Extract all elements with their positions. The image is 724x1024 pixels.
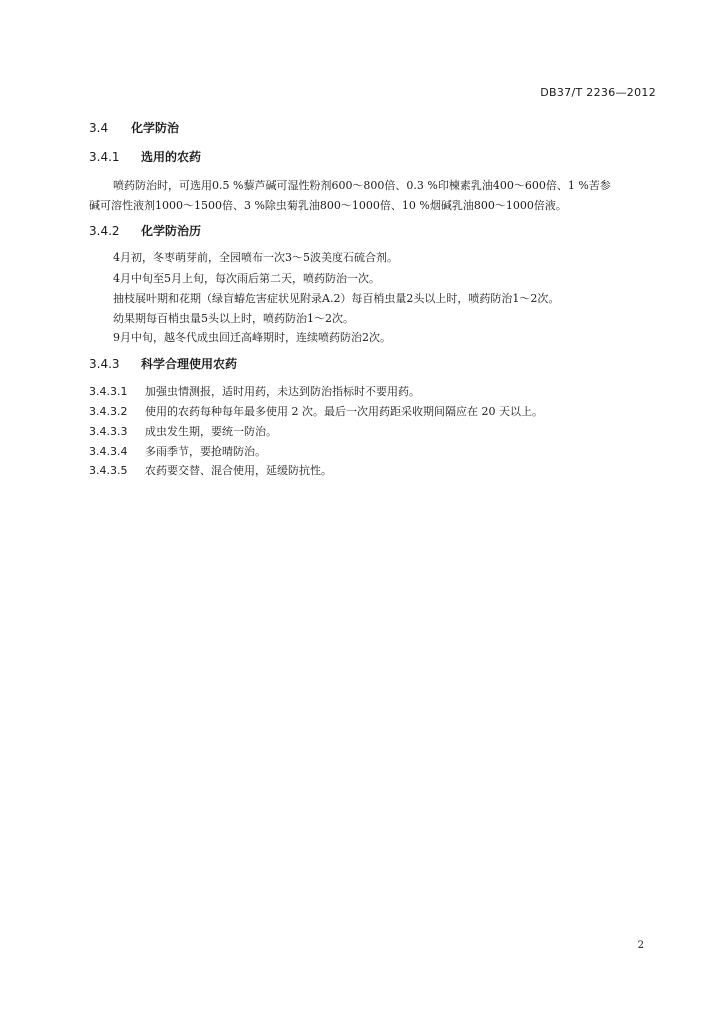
section-title: 科学合理使用农药 <box>141 357 238 371</box>
clause-number: 3.4.3.4 <box>89 445 128 458</box>
section-number: 3.4 <box>89 121 109 135</box>
section-number: 3.4.2 <box>89 224 120 238</box>
section-3-4-heading <box>89 119 724 136</box>
clause-text: 农药要交替、混合使用，延缓防抗性。 <box>145 464 332 477</box>
section-number: 3.4.3 <box>89 357 120 371</box>
clause-number: 3.4.3.5 <box>89 464 128 477</box>
clause-item <box>89 462 724 478</box>
clause-text: 使用的农药每种每年最多使用 2 次。最后一次用药距采收期间隔应在 20 天以上。 <box>145 405 543 418</box>
schedule-line: 4月中旬至5月上旬，每次雨后第二天，喷药防治一次。 <box>113 272 380 285</box>
clause-text: 成虫发生期，要统一防治。 <box>145 425 277 438</box>
section-title: 化学防治历 <box>141 224 202 238</box>
clause-item <box>89 403 724 419</box>
section-3-4-1-heading <box>89 148 724 165</box>
clause-number: 3.4.3.2 <box>89 405 128 418</box>
paragraph-line: 碱可溶性液剂1000～1500倍、3 %除虫菊乳油800～1000倍、10 %烟碱乳油800～1000倍液。 <box>89 199 567 212</box>
clause-item <box>89 423 724 439</box>
standard-code: DB37/T 2236—2012 <box>540 86 656 99</box>
clause-item <box>89 383 724 399</box>
schedule-line: 9月中旬，越冬代成虫回迁高峰期时，连续喷药防治2次。 <box>113 331 391 344</box>
clause-item <box>89 443 724 459</box>
page-number: 2 <box>637 940 644 951</box>
section-3-4-2-heading <box>89 222 724 239</box>
clause-text: 加强虫情测报，适时用药，未达到防治指标时不要用药。 <box>145 385 420 398</box>
clause-text: 多雨季节，要抢晴防治。 <box>145 445 266 458</box>
section-3-4-3-heading <box>89 355 724 372</box>
schedule-line: 4月初，冬枣萌芽前，全园喷布一次3～5波美度石硫合剂。 <box>113 251 398 264</box>
section-number: 3.4.1 <box>89 150 120 164</box>
schedule-line: 抽枝展叶期和花期（绿盲蝽危害症状见附录A.2）每百梢虫量2头以上时，喷药防治1～2次。 <box>113 292 560 305</box>
paragraph-line: 喷药防治时，可选用0.5 %藜芦碱可湿性粉剂600～800倍、0.3 %印楝素乳油400～600倍、1 %苦参 <box>113 179 611 192</box>
clause-number: 3.4.3.3 <box>89 425 128 438</box>
section-title: 化学防治 <box>131 121 180 135</box>
section-title: 选用的农药 <box>141 150 202 164</box>
clause-number: 3.4.3.1 <box>89 385 128 398</box>
schedule-line: 幼果期每百梢虫量5头以上时，喷药防治1～2次。 <box>113 312 354 325</box>
